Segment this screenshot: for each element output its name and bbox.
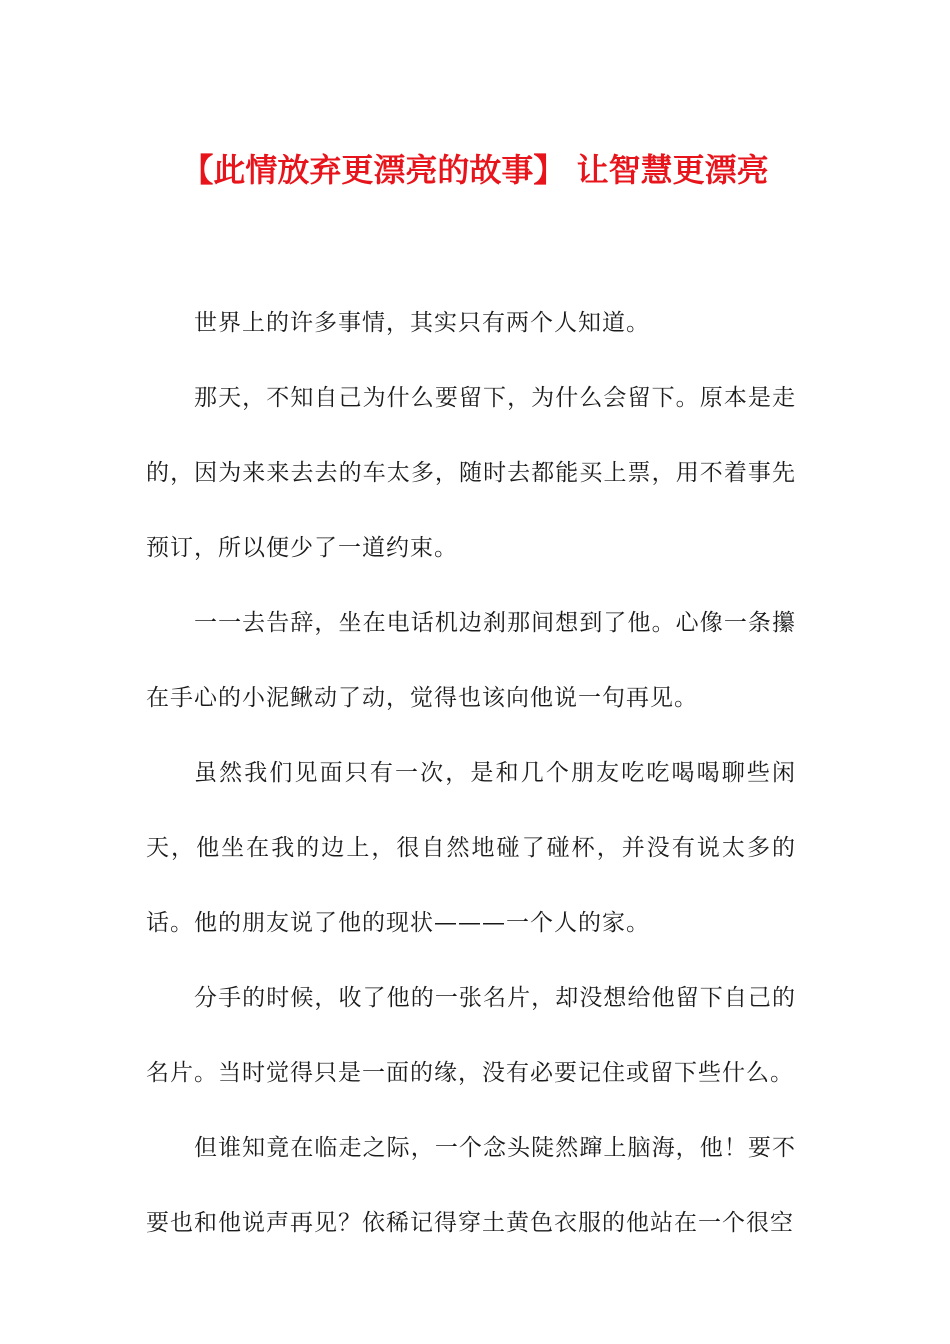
document-body bbox=[146, 286, 796, 1261]
paragraph: 但谁知竟在临走之际，一个念头陡然蹿上脑海，他！要不要也和他说声再见？依稀记得穿土黄色衣服的他站在一个很空 bbox=[146, 1135, 796, 1236]
paragraph: 世界上的许多事情，其实只有两个人知道。 bbox=[194, 310, 650, 336]
paragraph: 分手的时候，收了他的一张名片，却没想给他留下自己的名片。当时觉得只是一面的缘，没有必要记住或留下些什么。 bbox=[146, 985, 796, 1086]
document-title: 【此情放弃更漂亮的故事】 让智慧更漂亮 bbox=[181, 151, 769, 189]
paragraph: 一一去告辞，坐在电话机边刹那间想到了他。心像一条攥在手心的小泥鳅动了动，觉得也该向他说一句再见。 bbox=[146, 610, 796, 711]
paragraph: 那天，不知自己为什么要留下，为什么会留下。原本是走的，因为来来去去的车太多，随时去都能买上票，用不着事先预订，所以便少了一道约束。 bbox=[146, 385, 796, 561]
paragraph: 虽然我们见面只有一次，是和几个朋友吃吃喝喝聊些闲天，他坐在我的边上，很自然地碰了碰杯，并没有说太多的话。他的朋友说了他的现状———一个人的家。 bbox=[146, 760, 796, 936]
